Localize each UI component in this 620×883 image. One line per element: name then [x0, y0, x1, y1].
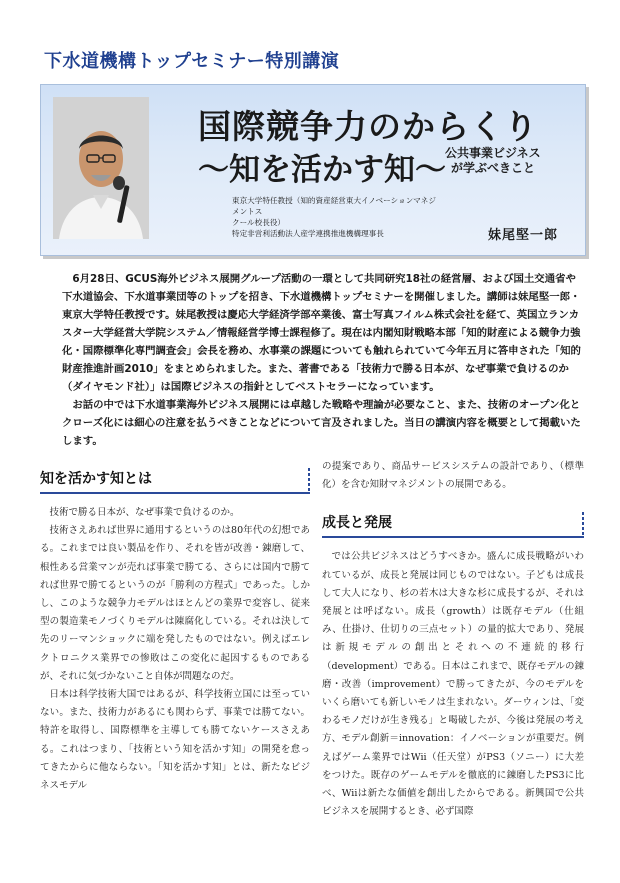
intro-paragraph: 6月28日、GCUS海外ビジネス展開グループ活動の一環として共同研究18社の経営層、および国土交通省や下水道協会、下水道事業団等のトップを招き、下水道機構トップセミナーを開催しました。講師は妹尾堅一郎・東京大学特任教授です。妹尾教授は慶応大学経済学部卒業後、富士写真フイルム株式会社を経て、英国立ランカスター大学経営大学院システム／情報経営学博士課程修了。現在は内閣知財戦略本部「知的財産による競争力強化・国際標準化専門調査会」会長を務め、水事業の課題についても触れられていて今年五月に答申された「知的財産推進計画2010」をまとめられました。また、著書である「技術力で勝る日本が、なぜ事業で負けるのか（ダイヤモンド社）」は国際ビジネスの指針としてベストセラーになっています。	[62, 273, 581, 393]
subheadline-side	[445, 146, 541, 176]
left-column	[40, 468, 310, 795]
body-paragraph: では公共ビジネスはどうすべきか。盛んに成長戦略がいわれているが、成長と発展は同じものではない。子どもは成長して大人になり、杉の若木は大きな杉に成長するが、それは発展とは呼ばない。成長（growth）は既存モデル（仕組み、仕掛け、仕切りの三点セット）の量的拡大であり、発展は新規モデルの創出とそれへの不連続的移行（development）である。日本はこれまで、既存モデルの錬磨・改善（improvement）で勝ってきたが、今のモデルをいくら磨いても新しいモノは生まれない。ダーウィンは、「変わるモノだけが生き残る」と喝破したが、今後は発展の考え方、モデル創新＝innovation：イノベーションが重要だ。例えばゲーム業界ではWii（任天堂）がPS3（ソニー）に大差をつけた。既存のゲームモデルを徹底的に錬磨したPS3に比べ、Wiiは新たな価値を創出したからである。新興国で公共ビジネスを展開するとき、必ず国際	[322, 551, 584, 818]
speaker-name: 妹尾堅一郎	[488, 228, 559, 243]
subheadline: 〜知を活かす知〜	[198, 152, 446, 188]
body-paragraph: 技術さえあれば世界に通用するというのは80年代の幻想である。これまでは良い製品を作り、それを皆が改善・錬磨して、根性ある営業マンが売れば事業で勝てる、さらには国内で勝てれば世界で勝てるというのが「勝利の方程式」であった。しかし、このような競争力モデルはほとんどの業界で変容し、従来型の製造業モノづくりモデルは陳腐化している。それは決して先のリーマンショックに端を発したものではない。例えばエレクトロニクス業界での惨敗はこの変化に起因するものであるが、それに気づかないこと自体が問題なのだ。	[40, 525, 310, 682]
subheadline-side-line: が学ぶべきこと	[451, 161, 536, 175]
body-paragraph: 日本は科学技術大国ではあるが、科学技術立国には至っていない。また、技術力があるにも関わらず、事業では勝てない。特許を取得し、国際標準を主導しても勝てないケースさえある。これはつまり、「技術という知を活かす知」の開発を怠ってきたからに他ならない。「知を活かす知」とは、新たなビジネスモデル	[40, 689, 310, 792]
speaker-photo	[53, 97, 149, 239]
headline: 国際競争力のからくり	[198, 107, 538, 146]
section-heading-text: 知を活かす知とは	[40, 471, 152, 487]
affiliation-line: クール校長役）	[232, 218, 286, 227]
speaker-affiliation	[232, 195, 442, 239]
heading-dash-decoration	[582, 512, 584, 536]
body-paragraph: の提案であり、商品サービスシステムの設計であり、（標準化）を含む知財マネジメントの展開である。	[322, 461, 584, 491]
section-heading-right	[322, 512, 584, 538]
section-heading-left	[40, 468, 310, 494]
intro-paragraph: お話の中では下水道事業海外ビジネス展開には卓越した戦略や理論が必要なこと、また、技術のオープン化とクローズ化には細心の注意を払うべきことなどについて言及されました。当日の講演内容を概要として掲載いたします。	[62, 399, 581, 447]
right-column	[322, 458, 584, 821]
page-title: 下水道機構トップセミナー特別講演	[44, 51, 340, 72]
body-paragraph: 技術で勝る日本が、なぜ事業で負けるのか。	[49, 507, 240, 518]
intro-text	[62, 270, 582, 450]
speaker-portrait-icon	[53, 97, 149, 239]
affiliation-line: 東京大学特任教授（知的資産経営東大イノベーションマネジメントス	[232, 196, 436, 216]
section-heading-text: 成長と発展	[322, 515, 392, 532]
affiliation-line: 特定非営利活動法人産学連携推進機構理事長	[232, 229, 384, 238]
heading-dash-decoration	[308, 468, 310, 492]
subheadline-side-line: 公共事業ビジネス	[445, 146, 541, 160]
